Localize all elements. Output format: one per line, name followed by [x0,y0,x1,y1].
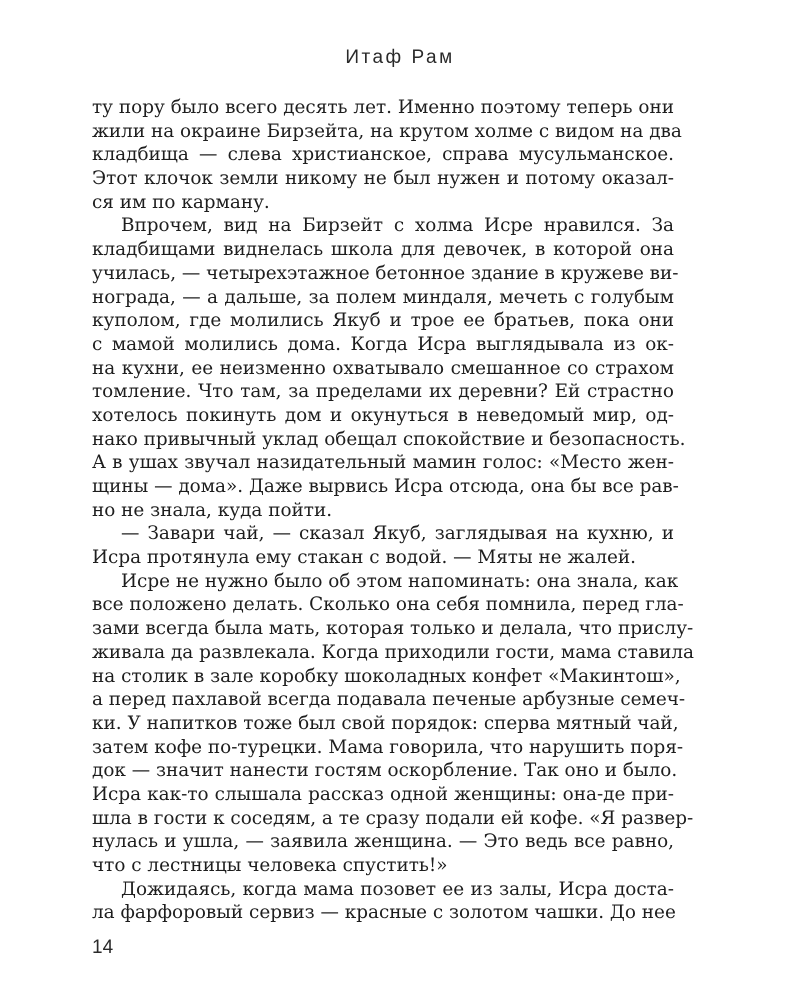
text-line: с мамой молились дома. Когда Исра выглядывала из ок- [92,333,674,355]
text-line: училась, — четырехэтажное бетонное здание в кружеве ви- [92,262,679,284]
text-line: А в ушах звучал назидательный мамин голос: «Место жен- [92,452,674,474]
body-text [92,96,694,925]
text-line: зами всегда была мать, которая только и делала, что прислу- [92,618,694,640]
text-line: на столик в зале коробку шоколадных конфет «Макинтош», [92,665,681,687]
page-number: 14 [92,937,114,958]
text-line: док — значит нанести гостям оскорбление. Так оно и было. [92,760,678,782]
text-line: Исра как-то слышала рассказ одной женщины: она-де при- [92,783,674,805]
text-line: нулась и ушла, — заявила женщина. — Это ведь все равно, [92,831,674,853]
text-line: на кухни, ее неизменно охватывало смешанное со страхом [92,357,674,379]
text-line: Дожидаясь, когда мама позовет ее из залы, Исра доста- [121,878,674,900]
text-line: затем кофе по-турецки. Мама говорила, что нарушить поря- [92,736,684,758]
text-line: нограда, — а дальше, за полем миндаля, мечеть с голубым [92,286,674,308]
running-head-title: Итаф Рам [345,47,455,68]
text-line: томление. Что там, за пределами их деревни? Ей страстно [92,381,674,403]
text-line: что с лестницы человека спустить!» [92,855,448,876]
text-line: — Завари чай, — сказал Якуб, заглядывая на кухню, и [121,523,674,545]
text-line: Впрочем, вид на Бирзейт с холма Исре нравился. За [121,215,674,237]
text-line: ту пору было всего десять лет. Именно поэтому теперь они [92,97,674,118]
text-line: ки. У напитков тоже был свой порядок: сперва мятный чай, [92,712,679,734]
text-line: кладбищами виднелась школа для девочек, в которой она [92,239,674,261]
text-line: Этот клочок земли никому не был нужен и потому оказал- [92,168,674,190]
text-line: жили на окраине Бирзейта, на крутом холме с видом на два [92,120,682,142]
text-line: живала да развлекала. Когда приходили гости, мама ставила [92,641,694,663]
text-line: ся им по карману. [92,191,270,213]
text-line: но не знала, куда пойти. [92,499,333,521]
text-line: все положено делать. Сколько она себя помнила, перед гла- [92,594,684,616]
text-line: нако привычный уклад обещал спокойствие и безопасность. [92,428,686,450]
text-line: хотелось покинуть дом и окунуться в неведомый мир, од- [92,404,674,426]
text-line: кладбища — слева христианское, справа мусульманское. [92,144,674,166]
text-line: щины — дома». Даже вырвись Исра отсюда, она бы все рав- [92,476,679,497]
text-line: Исре не нужно было об этом напоминать: она знала, как [121,570,679,592]
text-line: куполом, где молились Якуб и трое ее братьев, пока они [92,310,674,332]
text-line: а перед пахлавой всегда подавала печеные арбузные семеч- [92,689,686,711]
text-line: ла фарфоровый сервиз — красные с золотом чашки. До нее [92,902,676,924]
text-line: шла в гости к соседям, а те сразу подали ей кофе. «Я развер- [92,807,694,829]
text-line: Исра протянула ему стакан с водой. — Мяты не жалей. [92,547,637,569]
